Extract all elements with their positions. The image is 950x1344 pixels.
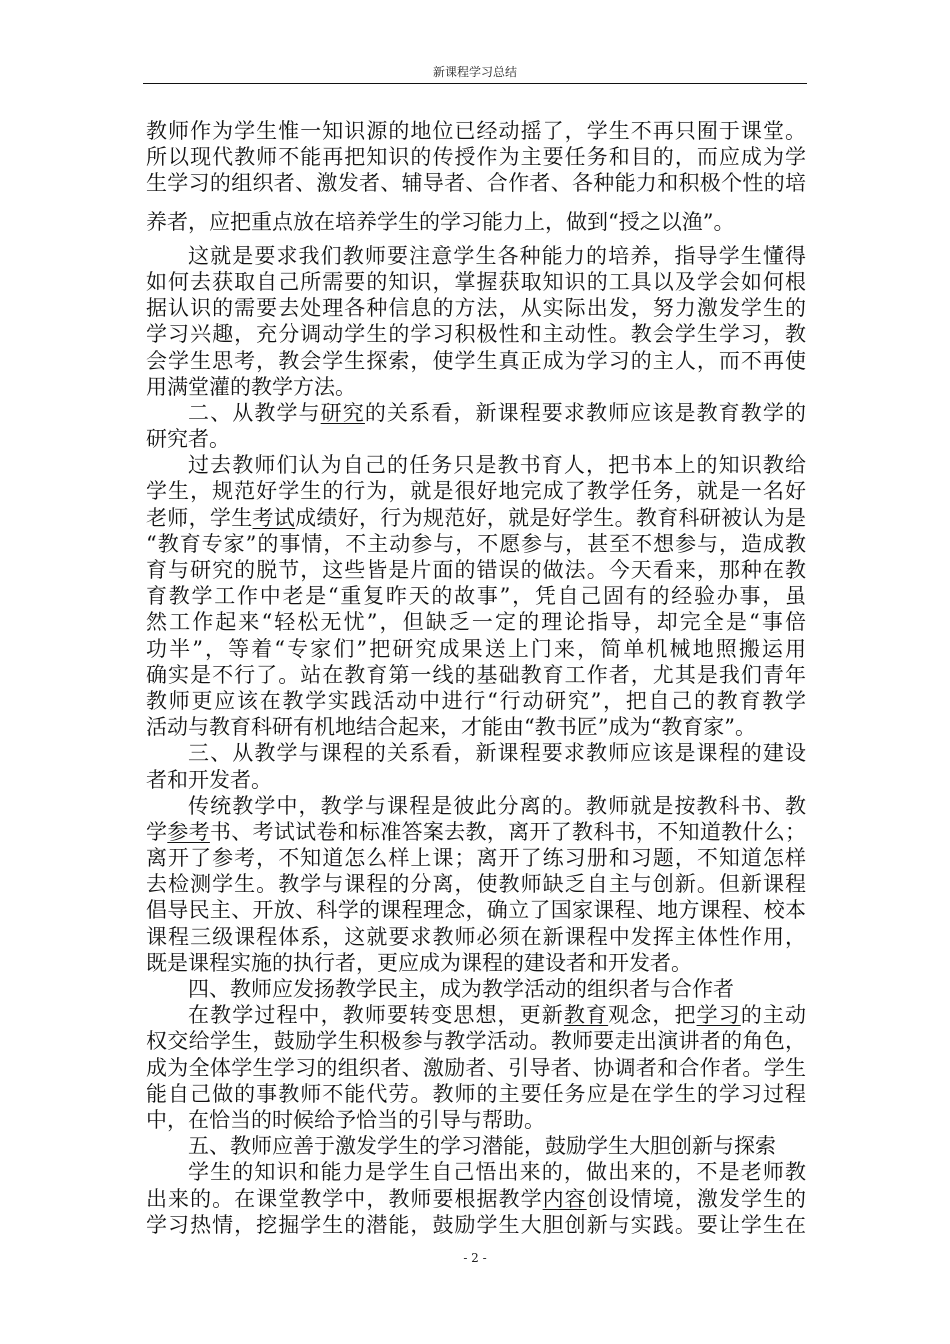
line-text: 的主动: [740, 1003, 807, 1028]
line-text: 养者，应把重点放在培养学生的学习能力上，做到“授之以渔”。: [146, 209, 735, 234]
line-text: 教师更应该在教学实践活动中进行“行动研究”，把自己的教育教学: [146, 688, 806, 713]
section-heading-line: [146, 976, 806, 1002]
line-text: 育教学工作中老是“重复昨天的故事”，凭自己固有的经验办事，虽: [146, 584, 806, 609]
line-text: 观念，把: [608, 1003, 697, 1028]
line-text: 成绩好，行为规范好，就是好学生。教育科研被认为是: [295, 505, 807, 530]
text-line: [146, 1159, 806, 1185]
text-line: [146, 144, 806, 170]
text-line: [146, 871, 806, 897]
line-text: 五、教师应善于激发学生的学习潜能，鼓励学生大胆创新与探索: [188, 1134, 776, 1159]
text-line: [146, 583, 806, 609]
link-learning[interactable]: 学习: [696, 1003, 741, 1028]
line-text: 这就是要求我们教师要注意学生各种能力的培养，指导学生懂得: [188, 243, 806, 268]
link-reference[interactable]: 参考: [167, 819, 210, 844]
line-text: 功半”，等着“专家们”把研究成果送上门来，简单机械地照搬运用: [146, 636, 806, 661]
line-text: 会学生思考，教会学生探索，使学生真正成为学习的主人，而不再使: [146, 348, 806, 373]
line-text: 据认识的需要去处理各种信息的方法，从实际出发，努力激发学生的: [146, 296, 806, 321]
text-line: [146, 295, 806, 321]
page-number: - 2 -: [463, 1251, 487, 1265]
line-text: 在教学过程中，教师要转变思想，更新: [188, 1003, 564, 1028]
header-divider: [143, 83, 807, 84]
text-line: [146, 209, 806, 235]
line-text: 活动与教育科研有机地结合起来，才能由“教书匠”成为“教育家”。: [146, 715, 756, 740]
line-text: 学习兴趣，充分调动学生的学习积极性和主动性。教会学生学习，教: [146, 322, 806, 347]
section-heading-line: [146, 1133, 806, 1159]
line-text: 三、从教学与课程的关系看，新课程要求教师应该是课程的建设: [188, 741, 806, 766]
line-text: 过去教师们认为自己的任务只是教书育人，把书本上的知识教给: [188, 453, 806, 478]
line-text: 生学习的组织者、激发者、辅导者、合作者、各种能力和积极个性的培: [146, 171, 806, 196]
text-line: [146, 1107, 806, 1133]
line-text: 课程三级课程体系，这就要求教师必须在新课程中发挥主体性作用，: [146, 924, 806, 949]
section-heading-line: [146, 400, 806, 426]
link-exam[interactable]: 考试: [252, 505, 296, 530]
text-line: [146, 557, 806, 583]
line-text: 老师，学生: [146, 505, 253, 530]
text-line: [146, 1055, 806, 1081]
text-line: [146, 845, 806, 871]
text-line: [146, 819, 806, 845]
text-line: [146, 321, 806, 347]
line-text: 教师作为学生惟一知识源的地位已经动摇了，学生不再只囿于课堂。: [146, 119, 806, 143]
link-education[interactable]: 教育: [563, 1003, 609, 1028]
line-text: 学: [146, 819, 168, 844]
text-line: [146, 714, 806, 740]
text-line: [146, 924, 806, 950]
line-text: 能自己做的事教师不能代劳。教师的主要任务应是在学生的学习过程: [146, 1081, 806, 1106]
line-text: 所以现代教师不能再把知识的传授作为主要任务和目的，而应成为学: [146, 145, 806, 170]
text-line: [146, 1081, 806, 1107]
section-heading-line: [146, 740, 806, 766]
text-line: [146, 478, 806, 504]
line-text: 二、从教学与: [188, 400, 321, 425]
text-line: [146, 1002, 806, 1028]
line-text: 既是课程实施的执行者，更应成为课程的建设者和开发者。: [146, 950, 692, 975]
line-text: 研究者。: [146, 427, 230, 452]
line-text: “教育专家”的事情，不主动参与，不愿参与，甚至不想参与，造成教: [146, 531, 806, 556]
line-text: 者和开发者。: [146, 767, 272, 792]
line-text: 的关系看，新课程要求教师应该是教育教学的: [364, 400, 807, 425]
line-text: 学习热情，挖掘学生的潜能，鼓励学生大胆创新与实践。要让学生在: [146, 1212, 806, 1237]
line-text: 成为全体学生学习的组织者、激励者、引导者、协调者和合作者。学生: [146, 1055, 806, 1080]
text-line: [146, 374, 806, 400]
link-research[interactable]: 研究: [320, 400, 365, 425]
text-line: [146, 505, 806, 531]
text-line: [146, 531, 806, 557]
text-line: [146, 170, 806, 196]
line-text: 确实是不行了。站在教育第一线的基础教育工作者，尤其是我们青年: [146, 662, 806, 687]
line-text: 权交给学生，鼓励学生积极参与教学活动。教师要走出演讲者的角色，: [146, 1029, 806, 1054]
text-line: [146, 118, 806, 144]
text-line: [146, 662, 806, 688]
text-line: [146, 688, 806, 714]
text-line: [146, 897, 806, 923]
text-line: [146, 1028, 806, 1054]
text-line: [146, 348, 806, 374]
line-text: 去检测学生。教学与课程的分离，使教师缺乏自主与创新。但新课程: [146, 872, 806, 897]
text-line: [146, 767, 806, 793]
line-text: 学生的知识和能力是学生自己悟出来的，做出来的，不是老师教: [188, 1160, 806, 1185]
line-text: 倡导民主、开放、科学的课程理念，确立了国家课程、地方课程、校本: [146, 898, 806, 923]
link-content[interactable]: 内容: [542, 1186, 587, 1211]
line-text: 传统教学中，教学与课程是彼此分离的。教师就是按教科书、教: [188, 793, 806, 818]
text-line: [146, 1186, 806, 1212]
line-text: 用满堂灌的教学方法。: [146, 374, 356, 399]
line-text: 书、考试试卷和标准答案去教，离开了教科书，不知道教什么；: [209, 819, 807, 844]
line-text: 学生，规范好学生的行为，就是很好地完成了教学任务，就是一名好: [146, 479, 806, 504]
text-line: [146, 950, 806, 976]
document-body: [146, 118, 806, 1238]
text-line: [146, 243, 806, 269]
line-text: 离开了参考，不知道怎么样上课；离开了练习册和习题，不知道怎样: [146, 846, 806, 871]
text-line: [146, 426, 806, 452]
page-header-title: 新课程学习总结: [432, 65, 517, 79]
line-text: 然工作起来“轻松无忧”，但缺乏一定的理论指导，却完全是“事倍: [146, 610, 806, 635]
line-text: 中，在恰当的时候给予恰当的引导与帮助。: [146, 1107, 545, 1132]
line-text: 创设情境，激发学生的: [586, 1186, 807, 1211]
line-text: 如何去获取自己所需要的知识，掌握获取知识的工具以及学会如何根: [146, 269, 806, 294]
line-text: 四、教师应发扬教学民主，成为教学活动的组织者与合作者: [188, 977, 734, 1001]
text-line: [146, 793, 806, 819]
text-line: [146, 1212, 806, 1238]
text-line: [146, 269, 806, 295]
text-line: [146, 636, 806, 662]
line-text: 出来的。在课堂教学中，教师要根据教学: [146, 1186, 543, 1211]
text-line: [146, 609, 806, 635]
line-text: 育与研究的脱节，这些皆是片面的错误的做法。今天看来，那种在教: [146, 558, 806, 582]
text-line: [146, 452, 806, 478]
